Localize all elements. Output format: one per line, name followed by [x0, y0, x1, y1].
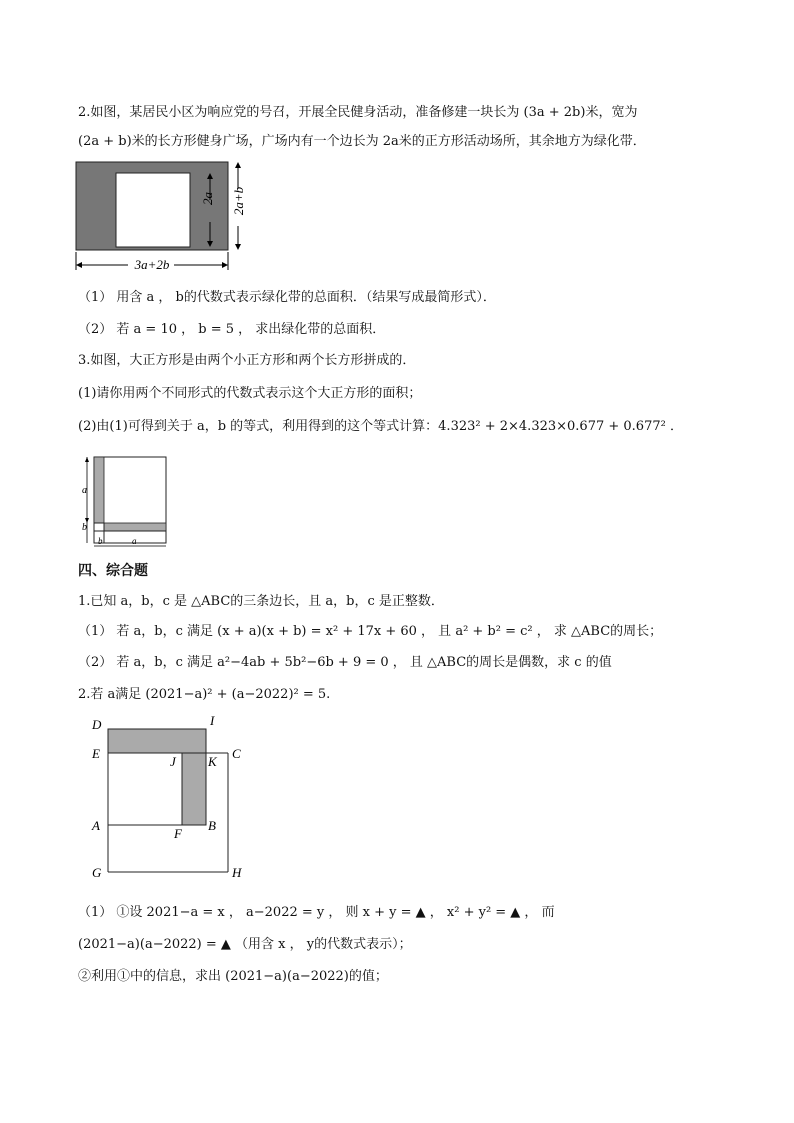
label-B: B — [208, 818, 216, 833]
label-I: I — [210, 713, 215, 728]
inner-square — [116, 173, 190, 247]
left-strip — [94, 457, 104, 523]
label-b-bottom: b — [98, 536, 103, 546]
label-H: H — [232, 865, 242, 880]
label-3a-2b: 3a+2b — [134, 257, 170, 272]
section-title: 四、综合题 — [78, 563, 148, 579]
label-a-bottom: a — [132, 536, 137, 546]
top-strip — [108, 729, 206, 753]
q3-line3: (2)由(1)可得到关于 a，b 的等式，利用得到的这个等式计算：4.323² + 2×4.323×0.677 + 0.677² ． — [78, 419, 683, 434]
label-F: F — [174, 826, 182, 841]
label-E: E — [92, 746, 100, 761]
q42-figure — [88, 712, 258, 882]
q2-figure — [70, 160, 260, 275]
q42-part1a: （1） ①设 2021−a = x ， a−2022 = y ， 则 x + y = ▲ ， x² + y² = ▲ ， 而 — [78, 905, 555, 920]
label-G: G — [92, 865, 102, 880]
q3-line1: 3.如图，大正方形是由两个小正方形和两个长方形拼成的． — [78, 353, 416, 368]
q41-part2: （2） 若 a，b，c 满足 a²−4ab + 5b²−6b + 9 = 0 ， 且 △ABC的周长是偶数，求 c 的值 — [78, 655, 612, 670]
q42-line1: 2.若 a满足 (2021−a)² + (a−2022)² = 5. — [78, 687, 331, 702]
q41-line1: 1.已知 a，b，c 是 △ABC的三条边长，且 a，b，c 是正整数． — [78, 594, 444, 609]
q42-part1b: (2021−a)(a−2022) = ▲ （用含 x ， y的代数式表示）； — [78, 937, 412, 952]
q3-figure — [74, 452, 174, 550]
label-J: J — [170, 754, 176, 769]
q3-line2: (1)请你用两个不同形式的代数式表示这个大正方形的面积； — [78, 386, 422, 401]
right-strip — [182, 753, 206, 825]
q41-part1: （1） 若 a，b，c 满足 (x + a)(x + b) = x² + 17x + 60 ， 且 a² + b² = c² ， 求 △ABC的周长； — [78, 624, 663, 639]
label-2a: 2a — [200, 192, 215, 205]
label-C: C — [232, 746, 241, 761]
q2-part2: （2） 若 a = 10 ， b = 5 ， 求出绿化带的总面积． — [78, 322, 386, 337]
label-2a-b: 2a+b — [231, 186, 246, 216]
q2-line2: (2a + b)米的长方形健身广场，广场内有一个边长为 2a米的正方形活动场所，其余地方为绿化带． — [78, 134, 646, 149]
label-A: A — [92, 818, 100, 833]
q42-part2: ②利用①中的信息，求出 (2021−a)(a−2022)的值； — [78, 969, 388, 984]
label-b-left: b — [82, 522, 87, 533]
q2-line1: 2.如图，某居民小区为响应党的号召，开展全民健身活动，准备修建一块长为 (3a + 2b)米，宽为 — [78, 105, 638, 120]
q2-part1: （1） 用含 a ， b的代数式表示绿化带的总面积．（结果写成最简形式）． — [78, 290, 496, 305]
label-K: K — [208, 754, 217, 769]
label-D: D — [92, 717, 102, 732]
label-a-left: a — [82, 485, 87, 496]
bottom-strip — [104, 523, 166, 531]
